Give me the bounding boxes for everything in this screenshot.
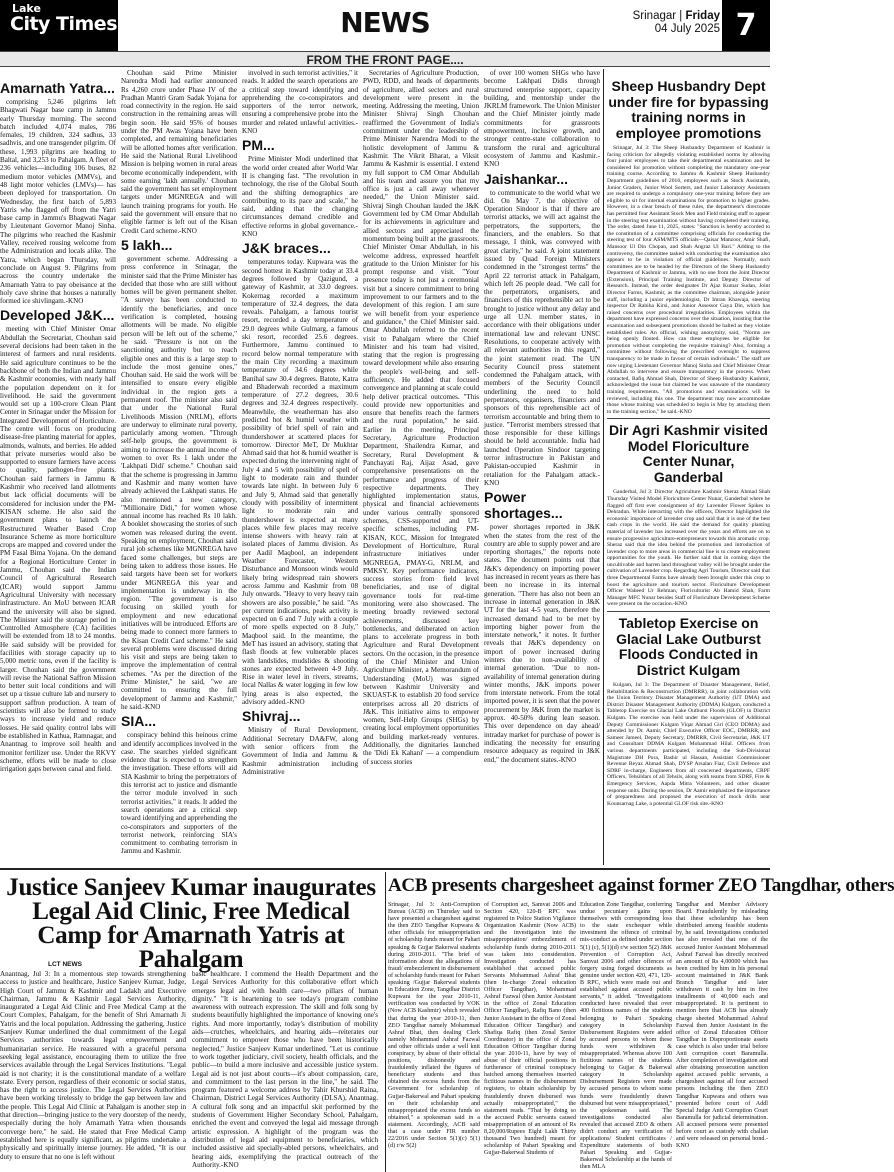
story-text: to communicate to the world what we did. On May 7, the objective of Operation Sindoor is that if there are terrorist attacks, we will act against the perpetrators, the supporters, the financiers, and the enablers. So that message, I think, was conveyed with great clarity," he said. A joint statement issued by Quad Foreign Ministers condemned in the "strongest terms" the April 22 terrorist attack in Pahalgam, which left 26 people dead. "We call for the perpetrators, organisers, and financiers of this reprehensible act to be brought to justice without any delay and urge all U.N. member states, in accordance with their obligations under international law and relevant UNSC Resolutions, to cooperate actively with all relevant authorities in this regard," the joint statement read. The UN Security Council press statement condemned the Pahalgam attack, with members of the Security Council underlining the need to hold perpetrators, organisers, financiers and sponsors of this reprehensible act of terrorism accountable and bring them to justice. "Terrorist members stressed that those responsible for these killings should be held accountable. India had launched Operation Sindoor targeting terror infrastructure in Pakistan and Pakistan-occupied Kashmir in retaliation for the Pahalgam attack.-KNO — [484, 188, 600, 487]
logo-main: City Times — [10, 13, 118, 35]
dateline: Srinagar | Friday 04 July 2025 — [632, 10, 720, 35]
story-column: Srinagar, Jul 3: Anti-Corruption Bureau (ACB) on Thursday said to have presented a chargesheet against the then ZEO Tangdhar Kupwara & other officials for misappropriation of scholarship funds meant for Pahari speaking & Gujjar Bakerwal students during 2010-2011. "The brief of information about the allegations of fraud/ embezzlement in disbursement of scholarship funds meant for Pahari speaking /Gujjar Bakerwal students in Education Zone, Tangdhar District Kupwara for the year 2010-11, verification was conducted by VOK (Now ACB Kashmir) which revealed that during the year 2010-11, then ZEO Tangdhar namely Mohammad Ashraf Bhat, then dealing Clerk namely Mohammad Ashraf Fazwal and other officials under a well knit conspiracy, by abuse of their official positions, dishonestly and fraudulently inflated the figures of beneficiary students and thus obtained the excess funds from the Government for scholarship of Gujjar-Bakerwal and Pahari speaking on their scholarship and misappropriated the excess funds so obtained," a spokesman said in a statement. Accordingly, ACB said that a case under FIR number 22/2016 under Section 5(1)(c) 5(1)(d) r/w 5(2) — [388, 902, 480, 1150]
column-2 — [121, 69, 237, 865]
section-divider — [0, 868, 770, 870]
headline-jaishankar: Jaishankar... — [484, 170, 569, 187]
story-text: Srinagar, Jul 3: The Sheep Husbandry Department of Kashmir is facing criticism for allegedly violating established norms by allowing four junior employees to take their departmental examination and be considered for promotion without completing the mandatory one-year training course. According to Jammu & Kashmir Sheep Husbandry Department guidelines of 2016, employees such as Stock Assistants, Junior Graders, Junior Wool Sorters, and Junior Laboratory Assistants are required to undergo a compulsory one-year training before they are eligible to sit for internal examinations for promotion to higher grades. However, in a clear breach of these rules, the department's directorate has permitted four Assistant Stock Men and Field training staff to appear in the steering test examination without having completed their training. The order, dated June 11, 2025, states: "Sanction is hereby accorded to the constitution of a committee comprising officials for conducting the steering test of four ASM/MTS officials—Qaisar Manzoor, Amir Shafi, Mansoor Ul Din Chopan, and Shah Angraz Ul Bari." Adding to the controversy, the committee tasked with conducting the examination also appears to be in violation of official guidelines. Normally, such committees are to be headed by the Directors of the Sheep Husbandry Department of Kashmir or Jammu, with no one from the Joint Director (Extension), Principal Training Institute, and Deputy Director of Research. Instead, the order designates Dr Ajaz Kumar Sudan, Joint Director Farms, Kashmir, as the committee chairman, alongside junior staff, including a junior epidemiologist, Dr Imran Khawaja, steering inspector Dr Rabiha Kirsi, and Junior Assessor Gaya Din, which has raised concerns over procedural irregularities. Employees within the department have expressed concerns over the situation, insisting that the examination and subsequent promotions should be halted as they violate established rules. An official, wishing anonymity, said, "Norms are being openly flouted. How can these employees be eligible for promotion without completing the requisite training? Also, forming a committee without following the prescribed oversight to suppress transparency to be made in favour of certain individuals." The staff are now urging Lieutenant Governor Manoj Sinha and Chief Minister Omar Abdullah to intervene and ensure transparency in the process. When contacted, Rafiq Ahmad Shah, Director of Sheep Husbandry Kashmir, acknowledged the issue but claimed he was unaware of the mandatory training requirements. "All promotions and examinations will be reviewed, including this one. The department may now accommodate those whose training was scheduled to begin in May by attaching them to the training section," he said.-KNO — [607, 145, 770, 415]
date: 04 July 2025 — [654, 23, 720, 35]
story-text: comprising 5,246 pilgrims left Bhagwati Nagar base camp in Jammu early Thursday morning. The second batch included 4,074 males, 786 females, 19 children, 324 sadhus, 33 sadhvis, and one transgender pilgrim. Of these, 1,993 pilgrims are heading to Baltal, and 3,253 to Pahalgam. A fleet of 236 vehicles—including 106 buses, 82 medium motor vehicles (MMVs), and 48 light motor vehicles (LMVs)— has been deployed for transportation. On Wednesday, the first batch of 5,893 Yatris who flagged off from the Yatri base camp in Jammu's Bhagwati Nagar by Lieutenant Governor Manoj Sinha. The pilgrims who reached the Kashmir Valley, received rousing welcome from the Administration and locals alike. The Yatra, which began Thursday, will conclude on August 9. Pilgrims from across the country undertake the Amarnath Yatra to pay obeisance at the holy cave shrine that houses a naturally formed ice shivlingam.-KNO — [0, 98, 116, 306]
story-text: meeting with Chief Minister Omar Abdullah the Secretariat, Chouhan said several decisions had been taken in the interest of farmers and rural residents. He said agriculture continues to be the backbone of both the Indian and Jammu & Kashmir economies, with nearly half the population dependent on it for livelihood. He said the government would set up a 100-crore Clean Plant Center in Srinagar under the Mission for Integrated Development of Horticulture. The centre will focus on producing disease-free planting material for apples, almonds, walnuts, and berries. He added that private nurseries would also be supported to ensure farmers have access to quality, pathogen-free plants. Chouhan said farmers in Jammu & Kashmir who received land allotments but lack official documents will be considered for inclusion under the PM-KISAN scheme. He also said the government plans to launch the Restructured Weather Based Crop Insurance Scheme as more horticulture crops are mapped and covered under the PM Fasal Bima Yojana. On the demand for a Regional Horticulture Center in Jammu, Chouhan said the Indian Council of Agricultural Research (ICAR) would support Jammu Agricultural University with necessary infrastructure. An MoU between ICAR and the university will also be signed. The Minister said the storage period in Controlled Atmosphere (CA) facilities will be extended from 18 to 24 months. He said subsidy will be provided for facilities with storage capacity up to 5,000 metric tons, even if the facility is larger. Chouhan said the government will revise the National Saffron Mission to better suit local conditions and will set up a tissue culture lab and nursery to support saffron production. A team of scientists will also be formed to study ways to increase yield and reduce losses. He said quality control labs will be established in Kathua, Ramnagar, and Anantnag to improve soil health and monitor fertilizer use. Under the RKVY scheme, efforts will be made to close irrigation gaps between canal and field. — [0, 325, 116, 774]
story-text: of over 100 women SHGs who have become Lakhpati Didis through structured enterprise support, capacity building, and mentorship under the JKRLM framework. The Union Minister and the Chief Minister jointly made commitments for grassroots empowerment, inclusive growth, and stronger centre-state collaboration to transform the rural and agricultural ecosystem of Jammu and Kashmir.-KNO — [484, 69, 600, 169]
column-3 — [242, 69, 358, 865]
story-column: of Corruption act, Samvat 2006 and Section 420, 120-B RPC was registered in Police Station Vigilance Organization Kashmir (Now ACB) and the investigation into the misappropriation/ embezzlement of scholarship funds during 2010-2011 was taken into consideration. Investigation conducted has established that accused public Servants Mohammad Ashraf Bhat (then In-charge Zonal education Officer Tangdhar), Mohammad Ashraf Fazwal (then Junior Assistant in the office of Zonal Education Officer Tangdhar), Rafiq Bano (then Junior Assistant in the office of Zonal Education Officer Tangdhar) and Shafiqa Rafiq (then Zonal Senior Coordinator) in the office of Zonal Education Officer Tangdhar during the year 2010-11, have by way of abuse of their official positions in furtherance of criminal conspiracy hatched among themselves inserted fictitious names in the disbursement registers, to obtain scholarship by fraudulently drawn disbursed was actually misappropriated," the statement reads. "That by doing so the accused Public servants caused misappropriation of an amount of Rs 8,20,000/Rupees Eight Lakh Thirty thousand Two hundred) meant for scholarship of Pahari Speaking and Gujjar-Bakerwal Students of — [484, 902, 576, 1157]
story-text: involved in such terrorist activities," it reads. It added the search operations are a critical step toward identifying and apprehending the co-conspirators and supporters of the terror network, ensuring a comprehensive probe into the murder and related unlawful activities.-KNO — [242, 69, 358, 136]
story-text: government scheme. Addressing a press conference in Srinagar, the minister said that the Prime Minister has decided that those who are still without homes will be given permanent shelter. "A survey has been conducted to identify the beneficiaries, and once verification is completed, housing allotments will be made. No eligible person will be left out of the scheme," he said. "Pressure is not on the sanctioning authority but to reach eligible ones and this is a large step to include the most genuine ones," Chouhan said. He said the work will be intensified to ensure every eligible individual in the region gets a permanent roof. The minister also said that under the National Rural Livelihoods Mission (NRLM), efforts are underway to eliminate rural poverty, particularly among women. "Through self-help groups, the government is aiming to increase the annual income of women to over Rs 1 lakh under the 'Lakhpati Didi' scheme." Chouhan said that the scheme is progressing in Jammu and Kashmir and many women have already achieved the Lakhpati status. He also mentioned a new category, "Millionaire Didi," for women whose annual income has reached Rs 10 lakh. A booklet showcasing the stories of such women was released during the event. Speaking on employment, Chouhan said rural job schemes like MGNREGA have faced some challenges, but steps are being taken to address those issues. He said targets have been set for workers under MGNREGA this year and implementation is underway in the region. "The government is also focusing on skilled youth for employment and new educational initiatives will be introduced. Efforts are being made to connect more farmers to the Kisan Credit Card scheme." He said several problems were discussed during his visit and steps are being taken to improve the implementation of central schemes. "As per the direction of the Prime Minister," he said, "we are committed to ensuring the full development of Jammu and Kashmir," he said.-KNO — [121, 254, 237, 711]
story-text: conspiracy behind this heinous crime and identify accomplices involved in the case. The searches yielded significant evidence that is expected to strengthen the investigation. These efforts will aid SIA Kashmir to bring the perpetrators of this terrorist act to justice and dismantle the terror module involved in such terrorist activities," it reads. It added the search operations are a critical step toward identifying and apprehending the co-conspirators and supporters of the terrorist network, reinforcing SIA's commitment to combating terrorism in Jammu and Kashmir. — [121, 731, 237, 856]
column-divider — [385, 872, 386, 1172]
story-text: power shortages reported in J&K when the states from the rest of the country are able to supply power and are reporting shortages," the reports note states. The document points out that J&K's dependency on importing power has increased in recent years as there has been no increase in its internal generation. "There has also not been an increase in internal generation in J&K UT for the last 4-5 years, therefore the increased demand had to be met by importing higher power from the interstate network," it notes. It further reveals that J&K's dependency on import of power increased during winters due to non-availability of internal generation. "Due to non-availability of internal generation during winter months, J&K imports power from interstate network. From the total imported power, it is seen that the power procurement by J&K from the market is approx. 40-50% during lean season. This over dependence on day ahead/ intraday market for purchase of power is indicating the necessity for ensuring resource adequacy as required in J&K end," the document states.-KNO — [484, 523, 601, 764]
masthead — [0, 0, 770, 67]
story-acb-chargesheet — [388, 872, 894, 1172]
byline: LCT NEWS — [48, 961, 82, 968]
story-text: Kulgam, Jul 3: The Department of Disaster Management, Relief, Rehabilitation & Reconstruction (DMRRR), in joint collaboration with the Union Territory Disaster Management Authority (UT DMA) and District Disaster Management Authority (DDMA) Kulgam, conducted a Tabletop Exercise on Glacial Lake Outburst Floods (GLOF) in District Kulgam. The exercise was held under the supervision of Additional Deputy Commissioner Kulgam Viqar Ahmad Giri (CEO DDMA) and attended by Dr. Aamir, Chief Executive Officer EOC, DMRRR, and Sameer Jameel, Deputy Secretary, DMRRR, Civil Secretariat, J&K UT and Consultant DDMA Kulgam Mohammad Hilal. Officers from various departments participated, including the Sub-Divisional Magistrate DH Pora, Bashir ul Hassan, Assistant Commissioner Revenue Reyaz Ahmad Shah, DYSP Arsalan Fiaz, Civil Defence and SDRF in-charge, Engineers from all concerned departments, CRPF Officers, Tehsildars of all Tehsils, along with teams from SDRF, Fire & Emergency Services, Aapda Mitra Volunteers, and other disaster response units. During the session, Dr Aamir emphasized the importance of preparedness and proposed the execution of mock drills near Kounsarnag Lake, a potential GLOF risk site.-KNO — [607, 682, 770, 807]
section-title: NEWS — [340, 6, 430, 39]
story-text: Ministry of Rural Development, Additional Secretary DA&FW, along with senior officers from the Government of India and Jammu & Kashmir administration including Administrative — [242, 726, 358, 776]
headline-shivraj: Shivraj... — [242, 708, 301, 725]
logo — [0, 0, 118, 51]
headline-amarnath-yatra: Amarnath Yatra... — [0, 80, 115, 96]
headline-power-shortages: Power shortages... — [484, 489, 563, 522]
strap: FROM THE FRONT PAGE.... — [0, 51, 770, 67]
story-column: Education Zone Tangdhar, conferring undue pecuniary gains upon themselves with corresponding loss to the state exchequer while investment the offence of criminal mis-conduct as defined under section 5(1) (c), 5(1)(d) r/w section 5(2) J&K Prevention of Corruption Act, Samvat 2006 and other offences of forgery using forged documents as genuine under section 420, 471, 120-B RPC, which were made out and established against accused public servants," it added. "Investigations conducted have revealed that over 400 fictitious names of the students belonging to Pahari Speaking category in Scholarship Disbursement Registers were added by accused persons to whom these funds were withdrawn & misappropriated. Whereas above 100 fictitious names of the students belonging to Gujjar & Bakerwal category in Scholarship Disbursement Registers were made by accused persons to whom some funds were fraudulently drawn disbursed but were misappropriated," the spokesman said. The investigations conducted also revealed that accused ZEO & others didn't conduct any verification of applications/ Student certificates / Expenditure statements of both Pahari Speaking and Gujjar-Bakerwal Scholarship at the hands of then MLA — [580, 902, 672, 1171]
headline-glof-exercise: Tabletop Exercise on Glacial Lake Outburst Floods Conducted in District Kulgam — [607, 611, 770, 678]
headline-sia: SIA... — [121, 713, 157, 730]
page-number: 7 — [722, 0, 770, 51]
story-column: Anantnag, Jul 3: In a momentous step towards strengthening access to justice and healthcare, Justice Sanjeev Kumar, Judge, High Court of Jammu & Kashmir and Ladakh and Executive Chairman, Jammu & Kashmir Legal Services Authority, inaugurated a Legal Aid Clinic and Free Medical Camp at the Court Complex, Pahalgam, for the benefit of Shri Amarnath Ji Yatris and the local population. Addressing the gathering, Justice Sanjeev Kumar underlined the dual commitment of the Legal Services authorities towards legal empowerment and humanitarian service. He reassured with a graceful persona seeking legal assistance, encouraging them to utilize the free services available through the Legal Services Institutions. "Legal aid is not charity; it is the constitutional mandate of a welfare state. Every person, regardless of their economic or social status, has the right to access justice. The Legal Services Authorities have been working tirelessly to bridge the gap between law and the people. This Legal Aid Clinic at Pahalgam is another step in that direction—bringing justice to the very doorstep of the needy, especially during the holy Amarnath Yatra when thousands converge here," he said. He stated that Free Medical Camp established here is equally significant, as pilgrims undertake a physically and spiritually intense journey. He added, "It is our duty to ensure that no one is left without — [0, 970, 186, 1161]
story-text: Prime Minister Modi underlined that the world order created after World War II is changing fast. "The revolution in technology, the rise of the Global South and the shifting demographics are contributing to its pace and scale," he said, adding that the changing circumstances demand credible and effective reforms in global governance.-KNO — [242, 155, 358, 239]
story-text: Ganderbal, Jul 3: Director Agriculture Kashmir Sheraz Ahmad Shah Thursday Visited Model Floriculture Center Nunar, Ganderbal where he flagged off first ever consignment of dry Lavender Flower Spikes to Dehradun. While interacting with the officers, Director highlighted the economic importance of lavender crop and said that it is one of the best cash crops in the world. He said the demand for quality planting material of lavender has increased over the years and efforts are on to ensure progressive agriculture-entrepreneurs towards this aromatic crop. Sheraz said that the idea behind the promotion and introduction of lavender crop to more areas in commercial line is to create employment opportunities for the youth. He further said that in coming days the uncultivable and barren land throughout valley will be brought under the cultivation of Lavender crop. Regarding Agri Tourism, Director said that three Departmental Farms have already been brought under this crop to boost the agriculture and tourism sector. Floriculture Development Officer Waheed Ur Rehman, Floriculturist Ab Hamid Shah, Farm Manager MFC Nunar besides Staff of Floriculture Development Scheme were present on the occasion.-KNO — [607, 489, 771, 608]
column-5 — [484, 69, 600, 865]
headline-acb: ACB presents chargesheet against former ZEO Tangdhar, others — [388, 875, 894, 896]
headline-agri-floriculture: Dir Agri Kashmir visited Model Floriculture Center Nunar, Ganderbal — [607, 418, 770, 485]
story-column: Tangdhar and Member Advisory Board. Fraudulently by misleading that these scholarship has been distributed among feasible students by, he said. Investigations conducted has also revealed that one of the accused Junior Assistant Mohammad Ashraf Fazwal has directly received an amount of Rs 4,00000 which has been credited by him in his personal account maintained in J&K Bank Branch Tangdhar and later withdrawn it cash by him in five installments of 40,000 each and misappropriated. It is pertinent to mention here that ACB has already charge sheeted Mohammad Ashraf Fazwal then Junior Assistant in the office of Zonal Education Officer Tangdhar in Disproportionate assets case which is also under trial before Anti corruption court Baramulla. After completion of investigation and after obtaining prosecution sanction against accused public servants, a chargesheet against all four accused persons including the then ZEO Tangdhar Kupwara and others was presented before court of Addl Special Judge Anti Corruption Court Baramulla for judicial determination. All accused persons were presented before court as custody with challan and were released on personal bond.-KNO — [676, 902, 768, 1150]
story-column: basic healthcare. I commend the Health Department and the Legal Services Authority for this collaborative effort which emerges legal aid with health care—two pillars of human dignity." "It is heartening to see today's program combine awareness with outreach expression. The skill and folk song by students beautifully highlighted the importance of knowing one's rights. And more importantly, today's distribution of mobility aids—crutches, wheelchairs, and hearing aids—reiterates our commitment to empower those who have been historically neglected," Justice Sanjeev Kumar underlined. "Let us continue to work together judiciary, civil society, health officials, and the public—to build a more inclusive and accessible justice system. Legal aid is not just about courts—it's about compassion, care, and commitment to the last person in the line," he said. The program featured a welcome address by Tahir Khurshid Raina, Chairman, District Legal Services Authority (DLSA), Anantnag. A cultural folk song and an impactful skit performed by the students of Government Higher Secondary School, Pahalgam, enriched the event and conveyed the legal aid message through artistic expression. A highlight of the program was the distribution of legal aid equipment to beneficiaries, which included assistive aid specially-abled persons, wheelchairs, and hearing aids, exemplifying the practical outreach of the Authority.-KNO — [192, 970, 378, 1169]
headline-developed-jk: Developed J&K... — [0, 307, 115, 324]
headline-pm: PM... — [242, 137, 275, 154]
story-legal-aid — [0, 872, 382, 1172]
column-6 — [607, 79, 770, 865]
story-text: temperatures today. Kupwara was the second hottest in Kashmir today at 33.4 degrees followed by Qazigund, a gateway of Kashmir, at 33.0 degrees. Kokernag recorded a maximum temperature of 32.4 degrees, the data reveals. Pahalgam, a famous tourist resort, recorded a day temperature of 29.0 degrees while Gulmarg, a famous ski resort, recorded 25.6 degrees. Furthermore, Jammu continued to record below normal temperature with the main City recording a maximum temperature of 34.6 degrees while Banihal saw 30.4 degrees. Batote, Katra and Bhaderwah recorded a maximum temperature of 27.2 degrees, 30.6 degrees and 32.4 degrees respectively. Meanwhile, the weatherman has also predicted hot & humid weather with possibility of brief spell of rain and thundershower at scattered places for tomorrow. Director MeT, Dr Mukhtar Ahmad said that hot & humid weather is expected during the intervening night of July 4 and 5 with possibility of spell of light to moderate rain and thunder towards late night. In between July 6 and July 9, Ahmad said that generally cloudy with possibility of intermittent light to moderate rain and thundershower is expected at many places while few places may receive intense showers with heavy rain at isolated places of Jammu division. As per Aadil Maqbool, an independent Weather Forecaster, Western Disturbance and Monsoon winds would likely bring widespread rain showers across Jammu and Kashmir from 08 July onwards. "Heavy to very heavy rain showers are also possible," he said. "As per current indications, peak activity is expected on 6 and 7 July with a couple of more spells expected on 8 July," Maqbool said. In the meantime, the MeT has issued an advisory, stating that flash floods at few vulnerable places with landslides, mudslides & shooting stones are expected between 4-9 July. Rise in water level in rivers, streams, local Nallas & water logging in few low lying areas is also expected, the advisory added.-KNO — [242, 258, 358, 707]
headline-jk-braces: J&K braces... — [242, 240, 331, 257]
city: Srinagar — [632, 10, 677, 22]
headline-sheep-husbandry: Sheep Husbandry Dept under fire for bypassing training norms in employee promotions — [608, 78, 769, 141]
column-4 — [363, 69, 479, 865]
headline-legal-aid: Justice Sanjeev Kumar inaugurates Legal Aid Clinic, Free Medical Camp for Amarnath Yatris at Pahalgam — [6, 874, 376, 973]
story-text: Chouhan said Prime Minister Narendra Modi had earlier announced Rs 4,260 crore under Phase IV of the Pradhan Mantri Gram Sadak Yojana for road connectivity in the region. He said construction in the remaining areas will begin soon. He said 95% of houses under the PM Awas Yojana have been completed, and remaining beneficiaries will be allotted homes after verification. He said the National Rural Livelihood Mission is helping women in rural areas become economically independent, with some earning 'lakh annually.' Chouhan said the government has set employment targets under MGNREGA and will launch training programs for youth. He said the government will ensure that no eligible farmer is left out of the Kisan Credit Card scheme.-KNO — [121, 69, 237, 235]
day: Friday — [685, 10, 720, 22]
logo-top: Lake — [12, 2, 41, 15]
column-1 — [0, 80, 116, 865]
headline-5-lakh: 5 lakh... — [121, 236, 173, 253]
story-text: Secretaries of Agriculture Production, PWD, RDD, and heads of departments of agriculture, allied sectors and rural development were present in the meeting. Addressing the meeting, Union Minister Shivraj Singh Chouhan reaffirmed the Government of India's commitment under the leadership of Prime Minister Narendra Modi to the holistic development of Jammu & Kashmir. The Vikrit Bharat, a Viksit Jammu & Kashmir is essential. I extend my full support to CM Omar Abdullah and his team and assure you that my office is just a call away whenever needed," the Union Minister said. Shivraj Singh Chouhan lauded the J&K Government led by CM Omar Abdullah for its achievements in agriculture and allied sectors and appreciated the momentum being built at the grassroots. Chief Minister Omar Abdullah, in his welcome address, expressed heartfelt gratitude to the Union Minister for his prompt response and visit. "Your presence today is not just a ceremonial visit but a sincere commitment to bring improvement to our farmers and to the development of this region. I am sure we will benefit from your experience and guidance," the Chief Minister said. Omar Abdullah referred to the recent visit to Pahalgam where the Chief Minister and his team had visited, stating that the region is progressing toward development while also ensuring the people's well-being and self-sufficiency. He added that focused convergence and planning at scale could help deliver practical outcomes. "This could provide new opportunities and ensure that benefits reach the farmers and the rural population," he said. Earlier in the meeting, Principal Secretary, Agriculture Production Department, Shailendra Kumar, and Secretary, Rural Development & Panchayati Raj, Aijaz Asad, gave comprehensive presentations on the performance and progress of their respective departments. They highlighted implementation status, physical and financial achievements under various centrally sponsored schemes, CSS-supported and UT-specific schemes, including PM-KISAN, KCC, Mission for Integrated Development of Horticulture, Rural infrastructure initiatives under MGNREGA, PMAY-G, NRLM, and PMKSY. Key performance indicators, success stories from field level beneficiaries, and use of digital governance tools for real-time monitoring were also showcased. The meeting broadly reviewed sectoral achievements, discussed key bottlenecks, and deliberated on action plans to accelerate progress in both Agriculture and Rural Development sectors. On the occasion, in the presence of the Chief Minister and Union Agriculture Minister, a Memorandum of Understanding (MoU) was signed between Kashmir University and SKUAST-K to establish 20 food service enterprises across all 20 districts of J&K. This initiative aims to empower women, Self-Help Groups (SHGs) by creating local employment opportunities and building market-ready ventures. Additionally, the dignitaries launched the 'Didi Ek Kahani' — a compendium of success stories — [363, 69, 479, 766]
column-divider — [603, 69, 604, 865]
